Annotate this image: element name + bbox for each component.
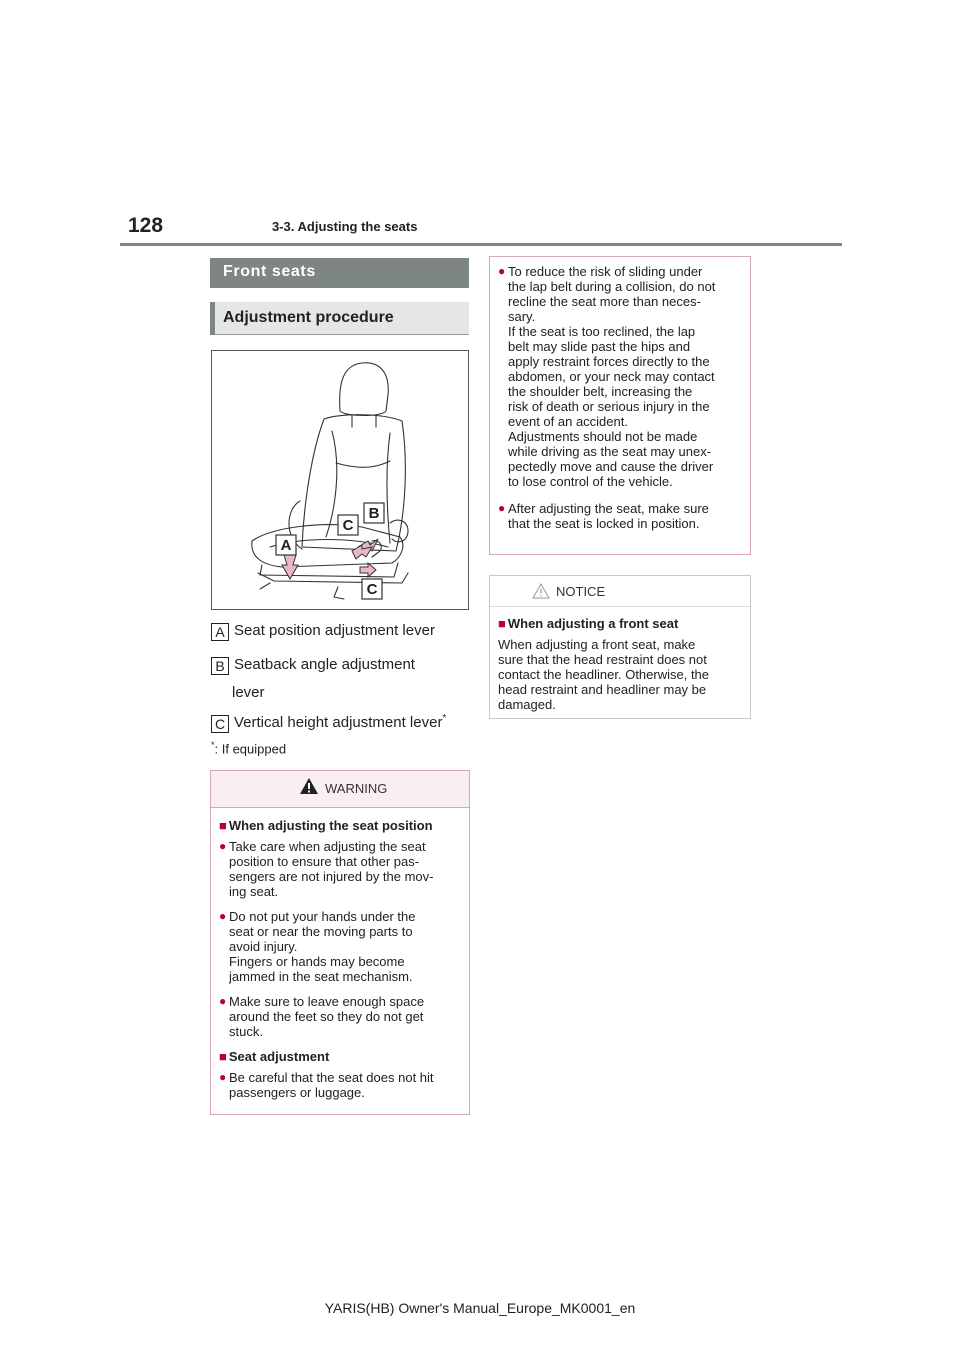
warning-heading-text: Seat adjustment — [228, 1049, 330, 1064]
warning-bullet — [498, 501, 742, 531]
notice-heading — [498, 616, 742, 631]
section-reference: 3-3. Adjusting the seats — [272, 219, 418, 234]
warning-bullet — [219, 1070, 461, 1100]
legend-letter-box: B — [211, 657, 229, 675]
caution-triangle-icon — [532, 583, 550, 599]
arrow-c-lower — [360, 563, 376, 577]
warning-box — [210, 770, 470, 1115]
figure-label-c-lower: C — [366, 581, 378, 598]
legend-item-b-cont — [232, 684, 265, 701]
warning-bullet-text: Be careful that the seat does not hit passengers or luggage. — [229, 1070, 434, 1100]
warning-body — [211, 808, 469, 1118]
warning-bullet-text: After adjusting the seat, make sure that the seat is locked in position. — [508, 501, 709, 531]
bullet-dot-icon: ● — [219, 839, 227, 853]
arrow-c-upper — [352, 545, 372, 559]
warning-bullet — [219, 994, 461, 1039]
notice-box — [489, 575, 751, 719]
warning-continued-body — [490, 257, 750, 549]
figure-label-b: B — [368, 505, 380, 522]
notice-body — [490, 607, 750, 720]
warning-bullet-text: To reduce the risk of sliding under the lap belt during a collision, do not recline the seat more than neces- sary. If the seat is too reclined, the lap belt may slide past the hips and apply restraint forces directly to the abdomen, or your neck may contact the shoulder belt, increasing the risk of death or serious injury in the event of an accident. Adjustments should not be made while driving as the seat may unex- pectedly move and cause the driver to lose control of the vehicle. — [508, 264, 716, 489]
warning-heading — [219, 1049, 461, 1064]
square-bullet-icon: ■ — [219, 818, 227, 833]
seat-drawing — [212, 351, 468, 609]
bullet-dot-icon: ● — [219, 1070, 227, 1084]
square-bullet-icon: ■ — [498, 616, 506, 631]
warning-bullet — [219, 909, 461, 984]
legend-item-a — [211, 622, 435, 641]
bullet-dot-icon: ● — [498, 501, 506, 515]
warning-header — [211, 771, 469, 808]
footnote-text: : If equipped — [214, 741, 287, 757]
page-number: 128 — [128, 214, 164, 237]
legend-text: Seat position adjustment lever — [234, 622, 435, 639]
legend-letter-box: C — [211, 715, 229, 733]
seat-rail — [258, 573, 408, 583]
warning-bullet-text: Do not put your hands under the seat or near the moving parts to avoid injury. Fingers or hands may become jammed in the seat mechanism. — [229, 909, 416, 984]
bullet-dot-icon: ● — [219, 994, 227, 1008]
warning-bullet-text: Take care when adjusting the seat position to ensure that other pas- sengers are not injured by the mov- ing seat. — [229, 839, 434, 899]
figure-label-a: A — [280, 537, 292, 554]
notice-text: When adjusting a front seat, make sure that the head restraint does not contact the headliner. Otherwise, the head restraint and headliner may be damaged. — [498, 637, 710, 712]
square-bullet-icon: ■ — [219, 1049, 227, 1064]
legend-text-cont: lever — [232, 684, 265, 701]
warning-continued-box — [489, 256, 751, 555]
bullet-dot-icon: ● — [219, 909, 227, 923]
warning-title: WARNING — [325, 781, 388, 796]
notice-header — [490, 576, 750, 607]
legend-item-b — [211, 656, 415, 675]
figure-label-c-upper: C — [342, 517, 354, 534]
rail-feet — [260, 583, 344, 599]
legend-item-c — [211, 713, 446, 733]
warning-bullet-text: Make sure to leave enough space around the feet so they do not get stuck. — [229, 994, 425, 1039]
seat-illustration — [211, 350, 469, 610]
legend-letter-box: A — [211, 623, 229, 641]
bullet-dot-icon: ● — [498, 264, 506, 278]
legend-text: Vertical height adjustment lever — [234, 714, 443, 731]
warning-triangle-icon — [299, 777, 319, 795]
subsection-title: Adjustment procedure — [223, 309, 394, 326]
notice-title: NOTICE — [556, 584, 606, 599]
page-footer: YARIS(HB) Owner's Manual_Europe_MK0001_en — [324, 1300, 636, 1316]
subsection-title-bar — [210, 302, 469, 335]
seatback-seam-mid — [336, 461, 390, 467]
header-divider — [120, 243, 842, 246]
warning-bullet — [498, 264, 742, 489]
notice-heading-text: When adjusting a front seat — [507, 616, 679, 631]
subsection-accent — [210, 302, 215, 335]
headrest-outline — [340, 363, 389, 416]
footnote-mark: * — [211, 740, 215, 750]
footnote — [211, 740, 286, 756]
seatback-seam-left — [326, 431, 337, 537]
headrest-posts — [352, 415, 376, 427]
section-title: Front seats — [223, 263, 316, 280]
warning-heading-text: When adjusting the seat position — [228, 818, 433, 833]
warning-heading — [219, 818, 461, 833]
legend-text: Seatback angle adjustment — [234, 656, 415, 673]
warning-bullet — [219, 839, 461, 899]
footnote-marker: * — [442, 713, 447, 724]
seatback-seam-right — [387, 433, 390, 543]
section-title-bar — [210, 258, 469, 288]
